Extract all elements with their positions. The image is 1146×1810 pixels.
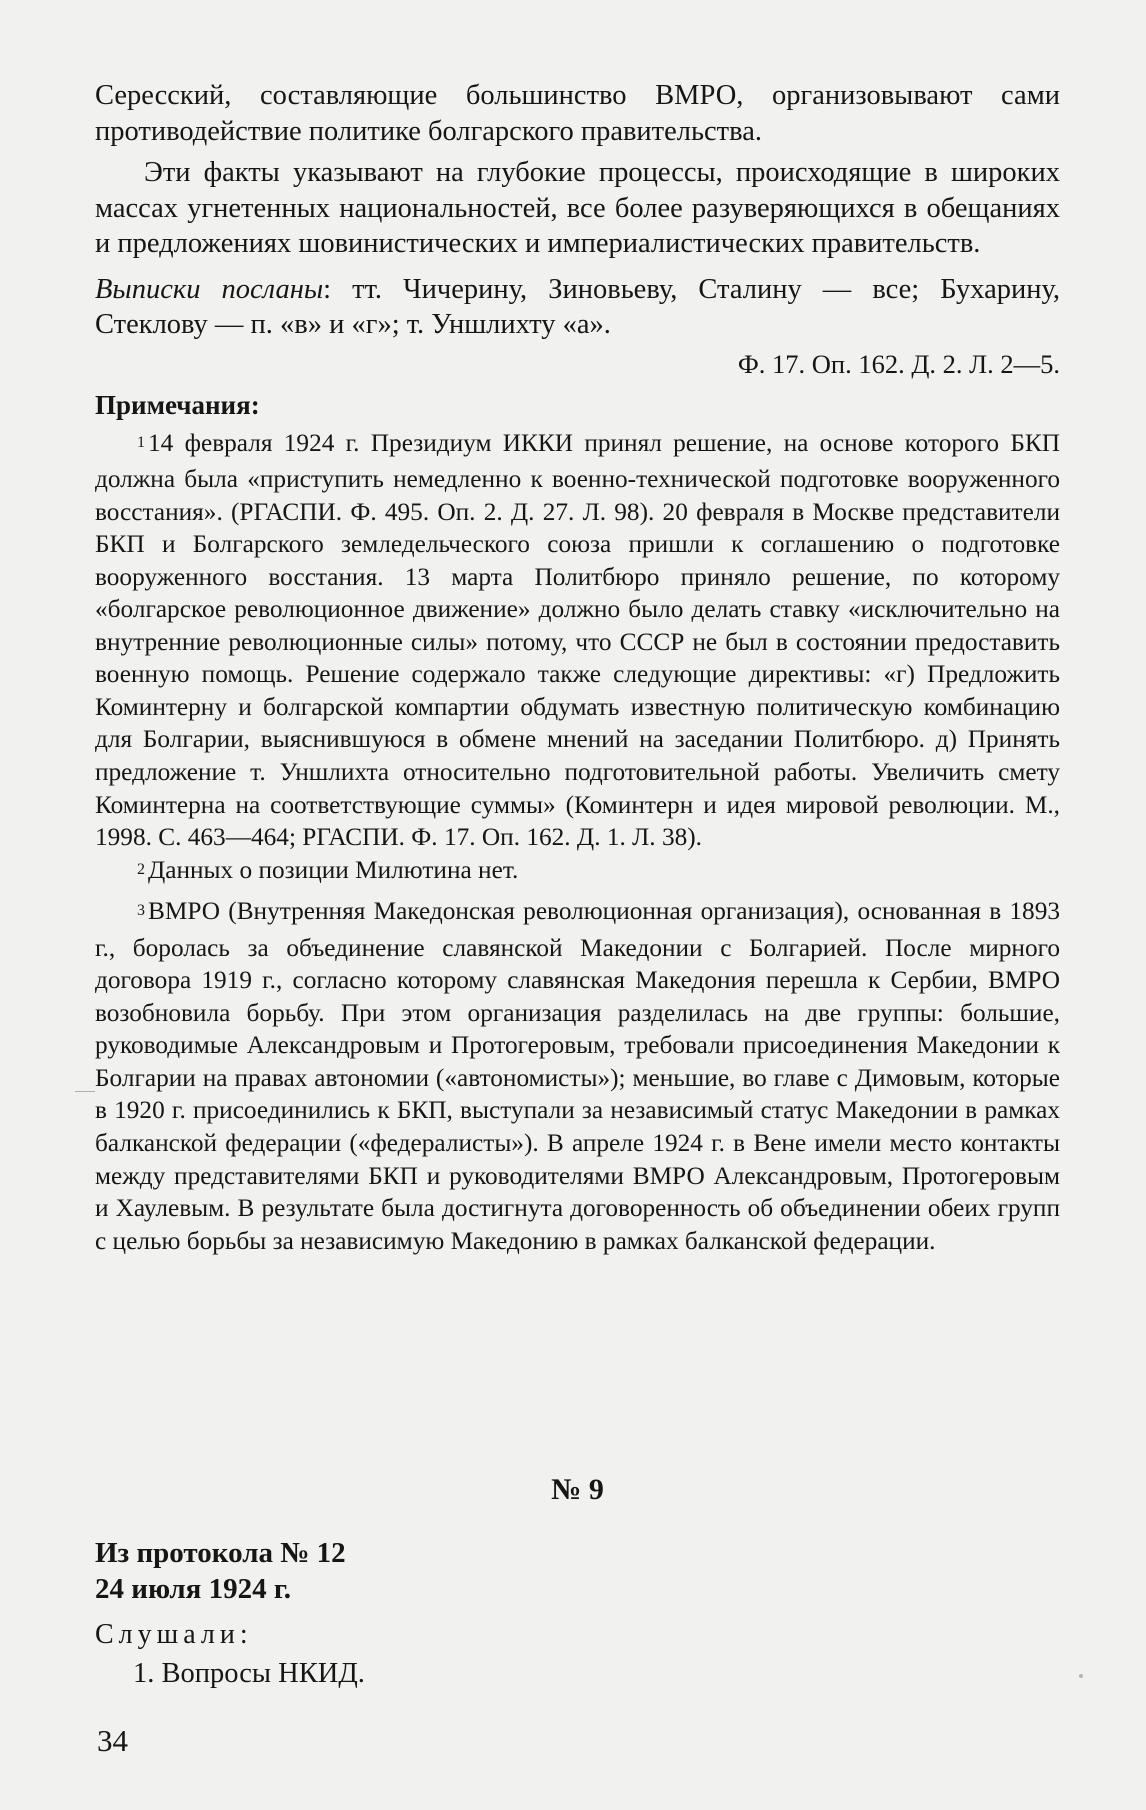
notes-heading: Примечания: <box>95 389 260 420</box>
note-text: 14 февраля 1924 г. Президиум ИККИ принял решение, на основе которого БКП должна была «приступить немедленно к военно-технической подготовке вооруженного восстания». (РГАСПИ. Ф. 495. Оп. 2. Д. 27. Л. 98). 20 февраля в Москве представители БКП и Болгарского земледельческого союза пришли к соглашению о подготовке вооруженного восстания. 13 марта Политбюро приняло решение, по которому «болгарское революционное движение» должно было делать ставку «исключительно на внутренние революционные силы» потому, что СССР не был в состоянии предоставить военную помощь. Решение содержало также следующие директивы: «г) Предложить Коминтерну и болгарской компартии обдумать известную политическую комбинацию для Болгарии, выяснившуюся в обмене мнений на заседании Политбюро. д) Принять предложение т. Уншлихта относительно подготовительной работы. Увеличить смету Коминтерна на соответствующие суммы» (Коминтерн и идея мировой революции. М., 1998. С. 463—464; РГАСПИ. Ф. 17. Оп. 162. Д. 1. Л. 38). <box>95 428 1060 852</box>
extracts-label: Выписки посланы <box>95 273 324 305</box>
note-number: 3 <box>137 902 145 920</box>
note-text: ВМРО (Внутренняя Македонская революционная организация), основанная в 1893 г., боролась за объединение славянской Македонии с Болгарией. После мирного договора 1919 г., согласно которому славянская Македония перешла к Сербии, ВМРО возобновила борьбу. При этом организация разделилась на две группы: большие, руководимые Александровым и Протогеровым, требовали присоединения Македонии к Болгарии на правах автономии («автономисты»); меньшие, во главе с Димовым, которые в 1920 г. присоединились к БКП, выступали за независимый статус Македонии в рамках балканской федерации («федералисты»). В апреле 1924 г. в Вене имели место контакты между представителями БКП и руководителями ВМРО Александровым, Протогеровым и Хаулевым. В результате была достигнута договоренность об объединении обеих групп с целью борьбы за независимую Македонию в рамках балканской федерации. <box>95 897 1060 1255</box>
main-text-block <box>95 78 1060 1257</box>
scan-mark-dot <box>1079 1674 1083 1678</box>
extracts-text: : тт. Чичерину, Зиновьеву, Сталину — все; Бухарину, Стеклову — п. «в» и «г»; т. Уншлихту «а». <box>95 273 1061 340</box>
document-header-block <box>95 1473 1060 1507</box>
facts-paragraph: Эти факты указывают на глубокие процессы, происходящие в широких массах угнетенных национальностей, все более разуверяющихся в обещаниях и предложениях шовинистических и империалистических правительств. <box>95 157 1060 259</box>
document-number: № 9 <box>551 1473 604 1506</box>
note-number: 2 <box>137 860 145 878</box>
protocol-block <box>95 1535 1060 1692</box>
note-item <box>95 895 1060 1257</box>
note-text: Данных о позиции Милютина нет. <box>148 855 519 884</box>
notes-list <box>95 427 1060 1258</box>
continuation-paragraph: Сересский, составляющие большинство ВМРО, организовывают сами противодействие политике болгарского правительства. <box>95 80 1060 147</box>
protocol-date: 24 июля 1924 г. <box>95 1573 292 1605</box>
scan-mark-line <box>75 1091 95 1092</box>
protocol-title: Из протокола № 12 <box>95 1537 346 1569</box>
note-item <box>95 854 1060 891</box>
extracts-paragraph <box>95 272 1060 343</box>
note-number: 1 <box>137 433 145 451</box>
agenda-item: 1. Вопросы НКИД. <box>133 1658 365 1689</box>
note-item <box>95 427 1060 854</box>
page-number: 34 <box>97 1723 128 1758</box>
archive-reference: Ф. 17. Оп. 162. Д. 2. Л. 2—5. <box>737 348 1060 379</box>
heard-label: Слушали: <box>95 1619 253 1650</box>
